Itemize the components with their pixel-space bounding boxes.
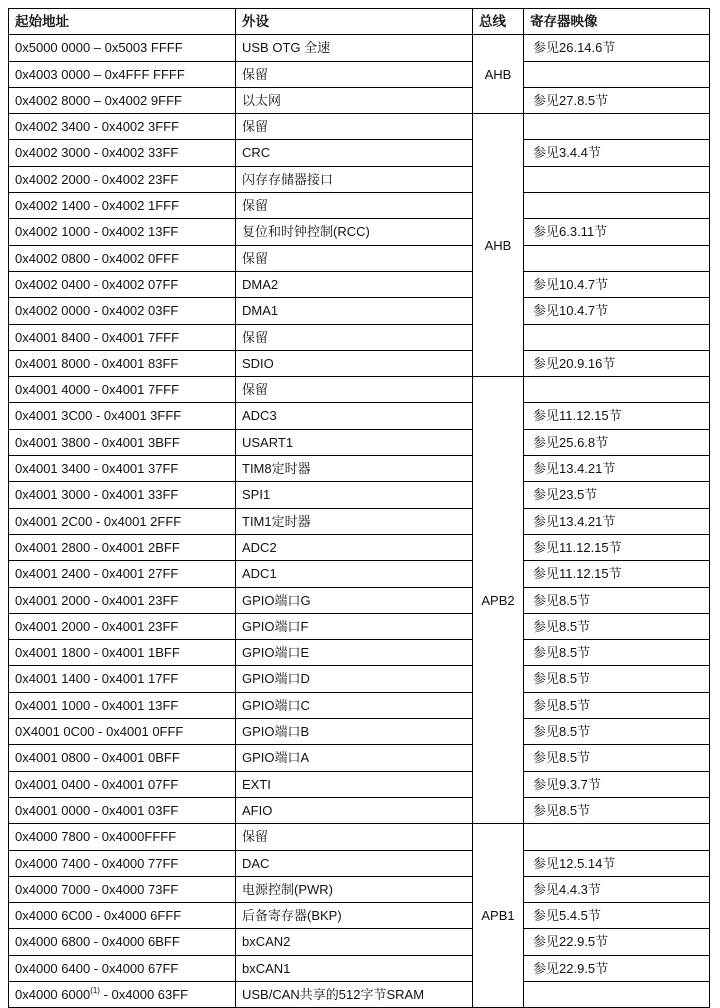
start-address-cell: 0x4001 2C00 - 0x4001 2FFF [9, 508, 236, 534]
register-map-cell [524, 193, 710, 219]
table-row [9, 166, 710, 192]
register-map-cell: 参见25.6.8节 [524, 429, 710, 455]
table-row [9, 377, 710, 403]
bus-cell: APB2 [473, 377, 524, 824]
start-address-cell: 0x4001 2800 - 0x4001 2BFF [9, 534, 236, 560]
table-row [9, 719, 710, 745]
peripheral-cell: 保留 [236, 324, 473, 350]
peripheral-cell: GPIO端口C [236, 692, 473, 718]
start-address-cell: 0x4002 1000 - 0x4002 13FF [9, 219, 236, 245]
register-map-cell: 参见12.5.14节 [524, 850, 710, 876]
table-row [9, 981, 710, 1007]
start-address-cell: 0x4003 0000 – 0x4FFF FFFF [9, 61, 236, 87]
table-row [9, 955, 710, 981]
bus-cell: AHB [473, 35, 524, 114]
start-address-cell: 0x4001 0800 - 0x4001 0BFF [9, 745, 236, 771]
table-row [9, 797, 710, 823]
register-map-cell: 参见11.12.15节 [524, 534, 710, 560]
start-address-cell: 0x4001 2400 - 0x4001 27FF [9, 561, 236, 587]
table-row [9, 561, 710, 587]
peripheral-cell: 以太网 [236, 87, 473, 113]
peripheral-cell: GPIO端口B [236, 719, 473, 745]
table-row [9, 534, 710, 560]
register-map-cell: 参见8.5节 [524, 745, 710, 771]
register-map-cell: 参见27.8.5节 [524, 87, 710, 113]
peripheral-cell: 复位和时钟控制(RCC) [236, 219, 473, 245]
table-row [9, 692, 710, 718]
bus-cell: AHB [473, 114, 524, 377]
register-map-cell: 参见22.9.5节 [524, 929, 710, 955]
peripheral-cell: 后备寄存器(BKP) [236, 903, 473, 929]
start-address-cell: 0x5000 0000 – 0x5003 FFFF [9, 35, 236, 61]
footnote-marker: (1) [90, 985, 100, 995]
register-map-cell: 参见8.5节 [524, 666, 710, 692]
table-row [9, 271, 710, 297]
start-address-cell: 0x4002 0400 - 0x4002 07FF [9, 271, 236, 297]
register-map-cell: 参见11.12.15节 [524, 403, 710, 429]
register-map-cell [524, 61, 710, 87]
peripheral-cell: 保留 [236, 61, 473, 87]
register-map-cell: 参见8.5节 [524, 719, 710, 745]
table-row [9, 482, 710, 508]
address-end: - 0x4000 63FF [99, 986, 189, 1002]
register-map-cell: 参见20.9.16节 [524, 350, 710, 376]
table-row [9, 219, 710, 245]
register-map-cell [524, 377, 710, 403]
table-row [9, 140, 710, 166]
table-row [9, 824, 710, 850]
peripheral-cell: CRC [236, 140, 473, 166]
start-address-cell: 0x4002 0000 - 0x4002 03FF [9, 298, 236, 324]
register-map-cell: 参见5.4.5节 [524, 903, 710, 929]
register-map-cell: 参见8.5节 [524, 797, 710, 823]
register-map-cell: 参见22.9.5节 [524, 955, 710, 981]
register-map-cell: 参见13.4.21节 [524, 456, 710, 482]
peripheral-cell: TIM1定时器 [236, 508, 473, 534]
peripheral-cell: 闪存存储器接口 [236, 166, 473, 192]
register-map-cell [524, 981, 710, 1007]
table-row [9, 429, 710, 455]
start-address-cell: 0x4000 6C00 - 0x4000 6FFF [9, 903, 236, 929]
start-address-cell: 0x4001 2000 - 0x4001 23FF [9, 613, 236, 639]
bus-cell: APB1 [473, 824, 524, 1008]
header-start-address: 起始地址 [9, 9, 236, 35]
peripheral-cell: GPIO端口D [236, 666, 473, 692]
start-address-cell: 0x4000 7000 - 0x4000 73FF [9, 876, 236, 902]
start-address-cell: 0x4001 3000 - 0x4001 33FF [9, 482, 236, 508]
peripheral-cell: USB OTG 全速 [236, 35, 473, 61]
table-row [9, 745, 710, 771]
start-address-cell: 0x4002 2000 - 0x4002 23FF [9, 166, 236, 192]
start-address-cell: 0x4001 2000 - 0x4001 23FF [9, 587, 236, 613]
register-map-cell: 参见8.5节 [524, 613, 710, 639]
header-bus: 总线 [473, 9, 524, 35]
register-map-cell: 参见3.4.4节 [524, 140, 710, 166]
table-row [9, 324, 710, 350]
peripheral-cell: GPIO端口F [236, 613, 473, 639]
start-address-cell: 0x4000 7800 - 0x4000FFFF [9, 824, 236, 850]
table-row [9, 666, 710, 692]
register-map-cell: 参见10.4.7节 [524, 271, 710, 297]
start-address-cell: 0x4001 1000 - 0x4001 13FF [9, 692, 236, 718]
register-map-cell [524, 114, 710, 140]
register-map-cell: 参见10.4.7节 [524, 298, 710, 324]
peripheral-cell: EXTI [236, 771, 473, 797]
register-map-cell: 参见23.5节 [524, 482, 710, 508]
peripheral-cell: 保留 [236, 193, 473, 219]
table-row [9, 61, 710, 87]
peripheral-cell: 保留 [236, 245, 473, 271]
start-address-cell: 0x4001 3800 - 0x4001 3BFF [9, 429, 236, 455]
table-row [9, 613, 710, 639]
peripheral-cell: SPI1 [236, 482, 473, 508]
start-address-cell: 0x4001 3C00 - 0x4001 3FFF [9, 403, 236, 429]
start-address-cell: 0x4001 1400 - 0x4001 17FF [9, 666, 236, 692]
table-row [9, 850, 710, 876]
register-map-cell [524, 245, 710, 271]
peripheral-cell: AFIO [236, 797, 473, 823]
table-row [9, 245, 710, 271]
register-map-cell: 参见9.3.7节 [524, 771, 710, 797]
peripheral-cell: ADC1 [236, 561, 473, 587]
start-address-cell: 0x4002 0800 - 0x4002 0FFF [9, 245, 236, 271]
register-map-cell: 参见8.5节 [524, 640, 710, 666]
table-row [9, 508, 710, 534]
peripheral-cell: bxCAN2 [236, 929, 473, 955]
start-address-cell: 0X4001 0C00 - 0x4001 0FFF [9, 719, 236, 745]
table-row [9, 193, 710, 219]
table-row [9, 87, 710, 113]
peripheral-cell: DAC [236, 850, 473, 876]
table-row [9, 403, 710, 429]
table-row [9, 929, 710, 955]
peripheral-cell: GPIO端口E [236, 640, 473, 666]
table-row [9, 456, 710, 482]
peripheral-cell: ADC3 [236, 403, 473, 429]
peripheral-cell: bxCAN1 [236, 955, 473, 981]
peripheral-cell: SDIO [236, 350, 473, 376]
header-register-map: 寄存器映像 [524, 9, 710, 35]
table-row [9, 771, 710, 797]
start-address-cell: 0x4001 4000 - 0x4001 7FFF [9, 377, 236, 403]
peripheral-cell: 保留 [236, 824, 473, 850]
table-row [9, 587, 710, 613]
register-map-cell: 参见8.5节 [524, 587, 710, 613]
header-peripheral: 外设 [236, 9, 473, 35]
start-address-cell: 0x4000 6800 - 0x4000 6BFF [9, 929, 236, 955]
register-map-cell [524, 324, 710, 350]
table-row [9, 350, 710, 376]
table-body [9, 35, 710, 1008]
peripheral-cell: GPIO端口A [236, 745, 473, 771]
start-address-cell: 0x4001 0000 - 0x4001 03FF [9, 797, 236, 823]
start-address-cell: 0x4002 1400 - 0x4002 1FFF [9, 193, 236, 219]
table-row [9, 114, 710, 140]
start-address-cell: 0x4002 8000 – 0x4002 9FFF [9, 87, 236, 113]
register-map-cell: 参见4.4.3节 [524, 876, 710, 902]
table-row [9, 903, 710, 929]
register-map-cell: 参见13.4.21节 [524, 508, 710, 534]
peripheral-cell: ADC2 [236, 534, 473, 560]
start-address-cell: 0x4002 3000 - 0x4002 33FF [9, 140, 236, 166]
start-address-cell [9, 981, 236, 1007]
start-address-cell: 0x4001 8400 - 0x4001 7FFF [9, 324, 236, 350]
peripheral-cell: DMA2 [236, 271, 473, 297]
start-address-cell: 0x4000 7400 - 0x4000 77FF [9, 850, 236, 876]
peripheral-cell: USB/CAN共享的512字节SRAM [236, 981, 473, 1007]
start-address-cell: 0x4001 8000 - 0x4001 83FF [9, 350, 236, 376]
peripheral-cell: GPIO端口G [236, 587, 473, 613]
table-row [9, 35, 710, 61]
register-map-cell: 参见8.5节 [524, 692, 710, 718]
table-row [9, 640, 710, 666]
start-address-cell: 0x4001 3400 - 0x4001 37FF [9, 456, 236, 482]
table-row [9, 876, 710, 902]
memory-map-table [8, 8, 710, 1008]
start-address-cell: 0x4001 0400 - 0x4001 07FF [9, 771, 236, 797]
peripheral-cell: 保留 [236, 114, 473, 140]
peripheral-cell: USART1 [236, 429, 473, 455]
register-map-cell: 参见6.3.11节 [524, 219, 710, 245]
register-map-cell [524, 166, 710, 192]
register-map-cell: 参见11.12.15节 [524, 561, 710, 587]
start-address-cell: 0x4001 1800 - 0x4001 1BFF [9, 640, 236, 666]
start-address-cell: 0x4000 6400 - 0x4000 67FF [9, 955, 236, 981]
register-map-cell [524, 824, 710, 850]
address-start: 0x4000 6000 [15, 986, 91, 1002]
peripheral-cell: 保留 [236, 377, 473, 403]
register-map-cell: 参见26.14.6节 [524, 35, 710, 61]
peripheral-cell: 电源控制(PWR) [236, 876, 473, 902]
peripheral-cell: DMA1 [236, 298, 473, 324]
peripheral-cell: TIM8定时器 [236, 456, 473, 482]
table-row [9, 298, 710, 324]
start-address-cell: 0x4002 3400 - 0x4002 3FFF [9, 114, 236, 140]
table-header-row [9, 9, 710, 35]
